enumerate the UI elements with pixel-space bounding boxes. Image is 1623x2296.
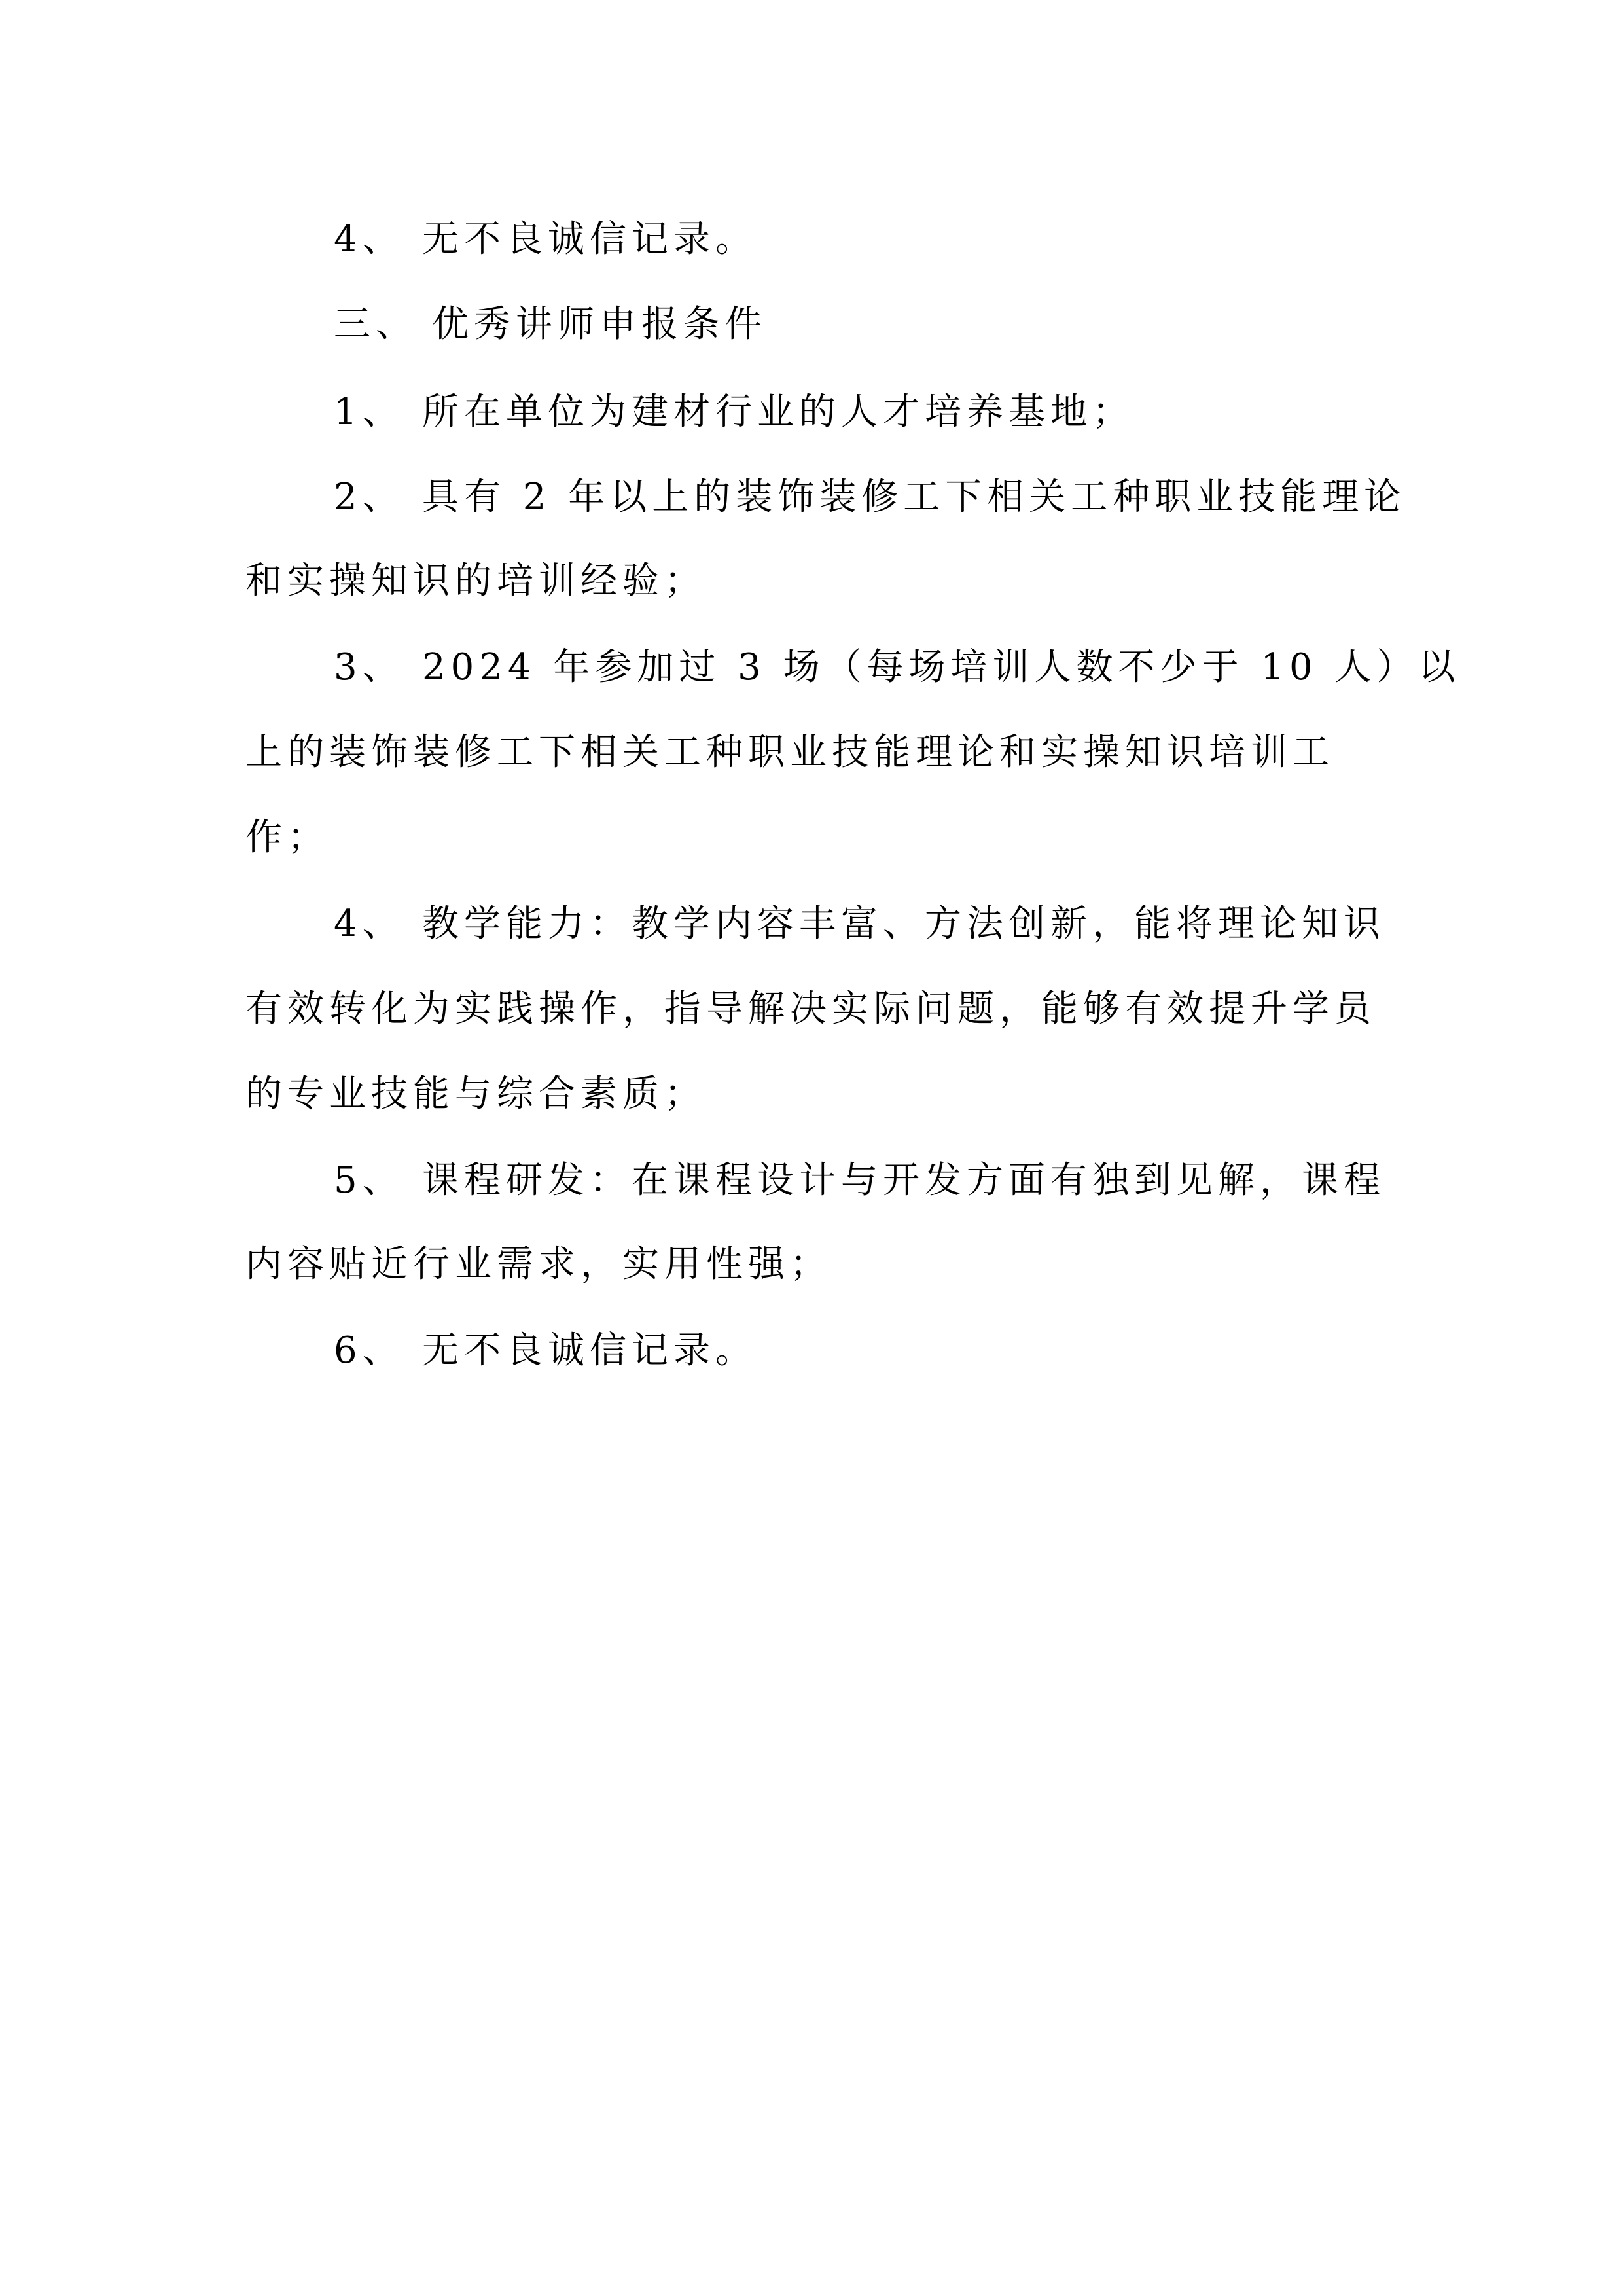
list-item-5-continuation: 内容贴近行业需求，实用性强； (245, 1243, 832, 1285)
item-text: 所在单位为建材行业的人才培养基地； (422, 391, 1134, 433)
item-number: 1、 (334, 391, 404, 433)
item-text: 教学能力：教学内容丰富、方法创新，能将理论知识 (422, 903, 1385, 945)
prev-item-4 (334, 213, 757, 266)
item-number: 2、 (334, 476, 404, 518)
item-text: 2024 年参加过 3 场（每场培训人数不少于 10 人）以 (422, 646, 1461, 689)
list-item-4-continuation-1: 有效转化为实践操作，指导解决实际问题，能够有效提升学员 (245, 988, 1376, 1030)
list-item-4 (334, 898, 1385, 950)
list-item-3 (334, 641, 1460, 694)
list-item-4-continuation-2: 的专业技能与综合素质； (245, 1073, 706, 1115)
section-heading (334, 298, 767, 351)
list-item-3-continuation-2: 作； (245, 816, 329, 859)
list-item-6 (334, 1325, 757, 1377)
list-item-1 (334, 386, 1134, 439)
section-number: 三、 (334, 303, 418, 346)
item-number: 4、 (334, 218, 404, 260)
item-text: 具有 2 年以上的装饰装修工下相关工种职业技能理论 (422, 476, 1406, 518)
item-text: 无不良诚信记录。 (422, 218, 757, 260)
item-number: 6、 (334, 1329, 404, 1372)
section-title: 优秀讲师申报条件 (432, 303, 767, 346)
item-text: 无不良诚信记录。 (422, 1329, 757, 1372)
list-item-3-continuation-1: 上的装饰装修工下相关工种职业技能理论和实操知识培训工 (245, 731, 1334, 774)
item-number: 4、 (334, 903, 404, 945)
list-item-5 (334, 1155, 1385, 1207)
list-item-2 (334, 471, 1406, 524)
item-text: 课程研发：在课程设计与开发方面有独到见解，课程 (422, 1159, 1385, 1202)
list-item-2-continuation: 和实操知识的培训经验； (245, 560, 706, 602)
item-number: 5、 (334, 1159, 404, 1202)
item-number: 3、 (334, 646, 404, 689)
